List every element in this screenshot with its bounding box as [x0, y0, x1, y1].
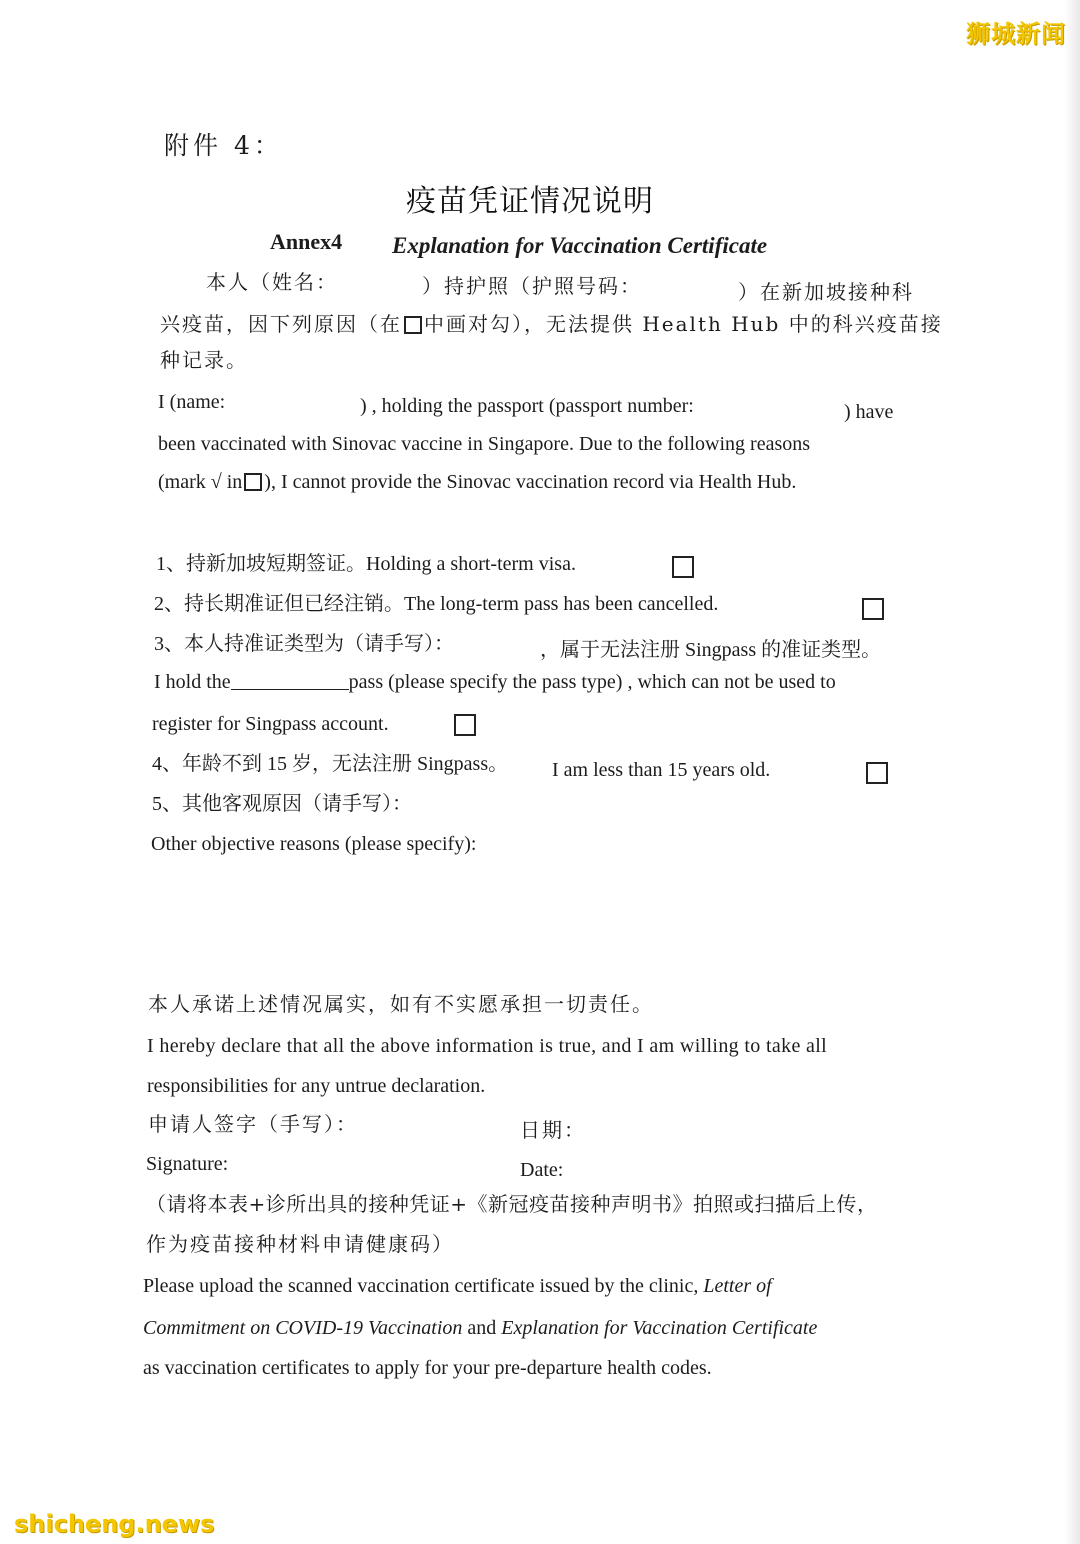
intro-en-line3-b: ), I cannot provide the Sinovac vaccination record via Health Hub. — [264, 471, 797, 493]
intro-en-name-label: I (name: — [158, 391, 226, 413]
reason-1-text: 1、持新加坡短期签证。Holding a short-term visa. — [156, 553, 576, 575]
intro-cn-passport-label: ）持护照（护照号码： — [422, 274, 642, 298]
reason-2-checkbox[interactable] — [862, 598, 884, 620]
reason-3-checkbox[interactable] — [454, 714, 476, 736]
date-en-label: Date: — [520, 1159, 564, 1181]
intro-en-line3-a: (mark √ in — [158, 471, 243, 493]
reason-1-checkbox[interactable] — [672, 556, 694, 578]
inline-checkbox-sample — [404, 316, 422, 334]
upload-note-en-commitment: Commitment on COVID-19 Vaccination — [143, 1317, 463, 1339]
declaration-cn: 本人承诺上述情况属实，如有不实愿承担一切责任。 — [148, 992, 654, 1016]
intro-cn-line2-a: 兴疫苗，因下列原因（在 — [160, 312, 402, 336]
page-title-cn: 疫苗凭证情况说明 — [406, 184, 654, 219]
page-title-en: Explanation for Vaccination Certificate — [392, 233, 768, 258]
upload-note-cn-line1: （请将本表+诊所出具的接种凭证+《新冠疫苗接种声明书》拍照或扫描后上传， — [146, 1192, 878, 1216]
reason-3-en-line1 — [154, 670, 836, 694]
intro-cn-name-label: 本人（姓名： — [206, 270, 338, 294]
inline-checkbox-sample-en — [244, 473, 262, 491]
reason-5-en: Other objective reasons (please specify): — [151, 833, 477, 855]
reason-3-en-suffix: pass (please specify the pass type) , which can not be used to — [348, 671, 836, 693]
declaration-en-line1: I hereby declare that all the above information is true, and I am willing to take all — [147, 1035, 828, 1057]
upload-note-en-line2 — [143, 1316, 817, 1340]
reason-2-text: 2、持长期准证但已经注销。The long-term pass has been cancelled. — [154, 593, 719, 615]
reason-3-cn-suffix: ，属于无法注册 Singpass 的准证类型。 — [540, 639, 882, 661]
page-edge-shadow — [1064, 0, 1080, 1544]
intro-cn-location: ）在新加坡接种科 — [738, 280, 914, 304]
reason-4-checkbox[interactable] — [866, 762, 888, 784]
signature-cn-label: 申请人签字（手写）： — [148, 1112, 358, 1136]
intro-cn-line3: 种记录。 — [160, 348, 248, 372]
upload-note-en-and: and — [467, 1317, 497, 1339]
upload-note-en-explanation: Explanation for Vaccination Certificate — [501, 1317, 818, 1339]
upload-note-en-line1-a: Please upload the scanned vaccination certificate issued by the clinic, — [143, 1275, 699, 1297]
declaration-en-line2: responsibilities for any untrue declaration. — [147, 1075, 486, 1097]
reason-4-cn: 4、年龄不到 15 岁，无法注册 Singpass。 — [152, 753, 509, 775]
reason-3-en-line2: register for Singpass account. — [152, 713, 389, 735]
intro-cn-line2 — [160, 312, 943, 336]
upload-note-en-line3: as vaccination certificates to apply for your pre-departure health codes. — [143, 1357, 712, 1379]
title-annex-en: Annex4 — [270, 229, 343, 254]
intro-cn-line2-b: 中画对勾），无法提供 Health Hub 中的科兴疫苗接 — [424, 312, 943, 336]
intro-en-have: ) have — [844, 401, 894, 423]
reason-3-cn-label: 3、本人持准证类型为（请手写）： — [154, 633, 454, 655]
pass-type-blank[interactable] — [231, 671, 349, 690]
upload-note-cn-line2: 作为疫苗接种材料申请健康码） — [146, 1232, 454, 1256]
intro-en-line3 — [158, 470, 796, 494]
watermark-top: 狮城新闻 — [966, 20, 1066, 48]
reason-3-en-prefix: I hold the — [154, 671, 231, 693]
signature-en-label: Signature: — [146, 1153, 229, 1175]
annex-label: 附件 4： — [164, 131, 283, 160]
watermark-bottom: shicheng.news — [14, 1510, 215, 1538]
reason-5-cn: 5、其他客观原因（请手写）： — [152, 793, 412, 815]
date-cn-label: 日期： — [520, 1118, 586, 1142]
intro-en-passport-label: ) , holding the passport (passport number: — [360, 395, 694, 417]
reason-4-en: I am less than 15 years old. — [552, 759, 771, 781]
upload-note-en-line1 — [143, 1274, 772, 1298]
upload-note-en-letter-of: Letter of — [703, 1275, 772, 1297]
intro-en-line2: been vaccinated with Sinovac vaccine in Singapore. Due to the following reasons — [158, 433, 811, 455]
